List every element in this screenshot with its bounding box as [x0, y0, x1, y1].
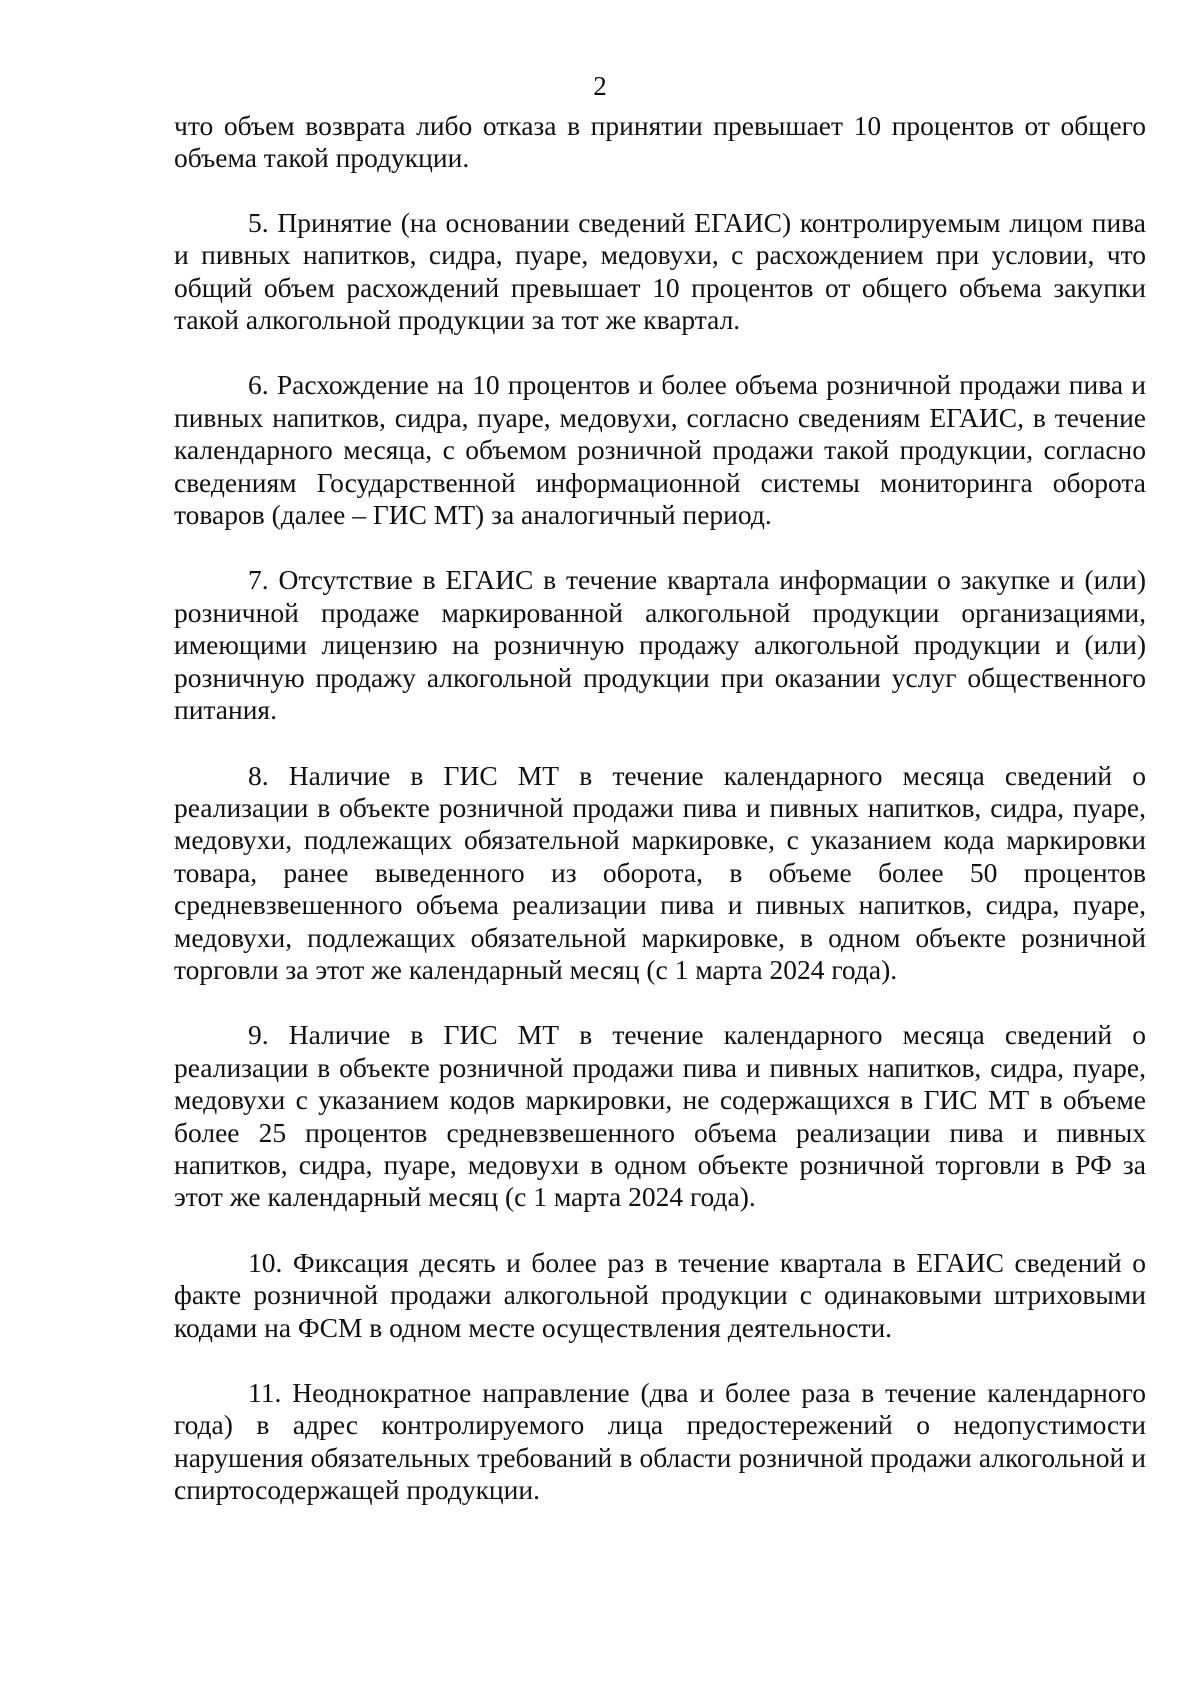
paragraph-item-6: 6. Расхождение на 10 процентов и более объема розничной продажи пива и пивных напитков, сидра, пуаре, медовухи, согласно сведениям ЕГАИС, в течение календарного месяца, с объемом розничной продажи такой продукции, согласно сведениям Государственной информационной системы мониторинга оборота товаров (далее – ГИС МТ) за аналогичный период. — [174, 369, 1146, 531]
document-body — [174, 110, 1146, 1540]
paragraph-item-10: 10. Фиксация десять и более раз в течение квартала в ЕГАИС сведений о факте розничной продажи алкогольной продукции с одинаковыми штриховыми кодами на ФСМ в одном месте осуществления деятельности. — [174, 1246, 1146, 1343]
paragraph-item-11: 11. Неоднократное направление (два и более раза в течение календарного года) в адрес контролируемого лица предостережений о недопустимости нарушения обязательных требований в области розничной продажи алкогольной и спиртосодержащей продукции. — [174, 1377, 1146, 1506]
paragraph-item-5: 5. Принятие (на основании сведений ЕГАИС) контролируемым лицом пива и пивных напитков, сидра, пуаре, медовухи, с расхождением при условии, что общий объем расхождений превышает 10 процентов от общего объема закупки такой алкогольной продукции за тот же квартал. — [174, 206, 1146, 336]
paragraph-item-8: 8. Наличие в ГИС МТ в течение календарного месяца сведений о реализации в объекте розничной продажи пива и пивных напитков, сидра, пуаре, медовухи, подлежащих обязательной маркировке, с указанием кода маркировки товара, ранее выведенного из оборота, в объеме более 50 процентов средневзвешенного объема реализации пива и пивных напитков, сидра, пуаре, медовухи, подлежащих обязательной маркировке, в одном объекте розничной торговли за этот же календарный месяц (с 1 марта 2024 года). — [174, 759, 1146, 985]
paragraph-continuation: что объем возврата либо отказа в принятии превышает 10 процентов от общего объема такой продукции. — [174, 110, 1146, 174]
page-number: 2 — [593, 71, 607, 101]
paragraph-item-9: 9. Наличие в ГИС МТ в течение календарного месяца сведений о реализации в объекте розничной продажи пива и пивных напитков, сидра, пуаре, медовухи с указанием кодов маркировки, не содержащихся в ГИС МТ в объеме более 25 процентов средневзвешенного объема реализации пива и пивных напитков, сидра, пуаре, медовухи в одном объекте розничной торговли в РФ за этот же календарный месяц (с 1 марта 2024 года). — [174, 1019, 1146, 1213]
paragraph-item-7: 7. Отсутствие в ЕГАИС в течение квартала информации о закупке и (или) розничной продаже маркированной алкогольной продукции организациями, имеющими лицензию на розничную продажу алкогольной продукции и (или) розничную продажу алкогольной продукции при оказании услуг общественного питания. — [174, 564, 1146, 726]
